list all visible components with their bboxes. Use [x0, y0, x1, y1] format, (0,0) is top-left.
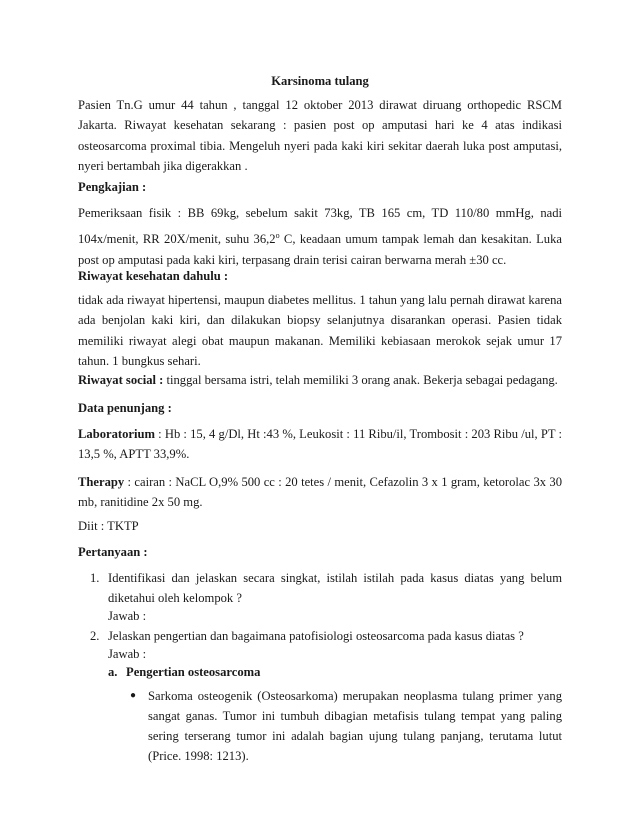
pengkajian-paragraph — [78, 203, 562, 272]
pertanyaan-heading: Pertanyaan : — [78, 545, 148, 559]
therapy-label: Therapy — [78, 475, 125, 489]
question-item-1 — [78, 568, 562, 624]
laboratorium-label: Laboratorium — [78, 427, 155, 441]
pengkajian-heading: Pengkajian : — [78, 180, 147, 194]
diit-line: Diit : TKTP — [78, 519, 139, 533]
bullet-text: Sarkoma osteogenik (Osteosarkoma) merupakan neoplasma tulang primer yang sangat ganas. Tumor ini tumbuh dibagian metafisis tulang tempat yang paling sering terserang tumor ini adalah bagian ujung tulang panjang, terutama lutut (Price. 1998: 1213). — [148, 689, 562, 763]
sub-heading-text: Pengertian osteosarcoma — [126, 665, 261, 679]
pengkajian-text-2: C, keadaan umum tampak lemah dan kesakitan. Luka post op amputasi pada kaki kiri, terpasang drain terisi cairan berwarna merah ±30 cc. — [78, 231, 562, 268]
question-item-2 — [78, 626, 562, 662]
question-number: 1. — [90, 571, 100, 585]
riwayat-social-paragraph — [78, 370, 562, 390]
document-title: Karsinoma tulang — [271, 74, 369, 88]
riwayat-social-label: Riwayat social : — [78, 373, 164, 387]
pengkajian-text-1: Pemeriksaan fisik : BB 69kg, sebelum sakit 73kg, TB 165 cm, TD 110/80 mmHg, nadi 104x/menit, RR 20X/menit, suhu 36,2 — [78, 206, 562, 246]
riwayat-dahulu-paragraph: tidak ada riwayat hipertensi, maupun diabetes mellitus. 1 tahun yang lalu pernah dirawat karena ada benjolan kaki kiri, dan dilakukan biopsy selanjutnya disarankan operasi. Pasien tidak memiliki riwayat alegi obat maupun makanan. Memiliki kebiasaan merokok sejak umur 17 tahun. 1 bungkus sehari. — [78, 293, 562, 368]
question-text: Jelaskan pengertian dan bagaimana patofisiologi osteosarcoma pada kasus diatas ? — [108, 629, 524, 643]
question-number: 2. — [90, 629, 100, 643]
laboratorium-text: : Hb : 15, 4 g/Dl, Ht :43 %, Leukosit : 11 Ribu/il, Trombosit : 203 Ribu /ul, PT : 13,5 %, APTT 33,9%. — [78, 427, 562, 462]
riwayat-dahulu-heading: Riwayat kesehatan dahulu : — [78, 269, 229, 283]
question-text: Identifikasi dan jelaskan secara singkat, istilah istilah pada kasus diatas yang belum diketahui oleh kelompok ? — [108, 571, 562, 605]
riwayat-social-text: tinggal bersama istri, telah memiliki 3 orang anak. Bekerja sebagai pedagang. — [163, 373, 558, 387]
bullet-item — [78, 686, 562, 766]
degree-sign: o — [275, 230, 280, 240]
therapy-text: : cairan : NaCL O,9% 500 cc : 20 tetes / menit, Cefazolin 3 x 1 gram, ketorolac 3x 30 mb, ranitidine 2x 50 mg. — [78, 475, 562, 510]
question-list — [78, 568, 562, 766]
bullet-icon: ● — [130, 690, 137, 701]
data-penunjang-heading: Data penunjang : — [78, 401, 172, 415]
intro-paragraph: Pasien Tn.G umur 44 tahun , tanggal 12 oktober 2013 dirawat diruang orthopedic RSCM Jakarta. Riwayat kesehatan sekarang : pasien post op amputasi hari ke 4 atas indikasi osteosarcoma proximal tibia. Mengeluh nyeri pada kaki kiri sekitar daerah luka post amputasi, nyeri bertambah jika digerakkan . — [78, 98, 562, 173]
therapy-paragraph — [78, 472, 562, 513]
jawab-label: Jawab : — [108, 647, 147, 661]
jawab-label: Jawab : — [108, 609, 147, 623]
sub-heading-a — [78, 662, 562, 682]
sub-label: a. — [108, 665, 118, 679]
laboratorium-paragraph — [78, 424, 562, 465]
